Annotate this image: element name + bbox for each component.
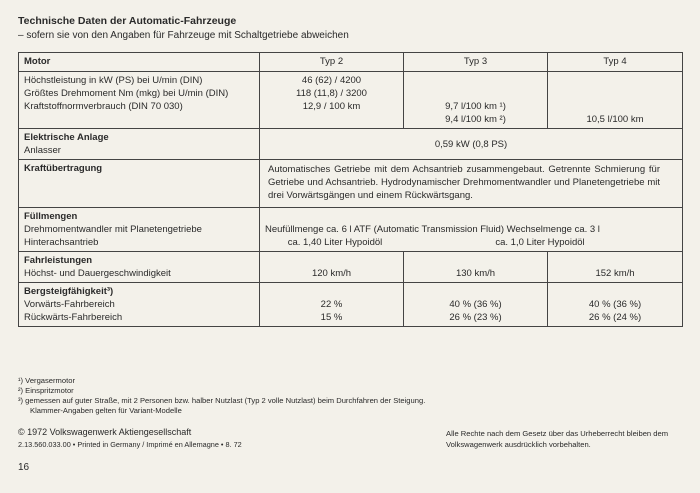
fuell-label-wandler: Drehmomentwandler mit Planetengetriebe <box>24 224 202 235</box>
section-fuellmengen: Füllmengen <box>24 211 78 222</box>
typ2-drehmoment: 118 (11,8) / 3200 <box>296 88 367 99</box>
section-bergsteigfaehigkeit: Bergsteigfähigkeit³) <box>24 286 114 297</box>
berg-typ4-cell <box>548 283 683 327</box>
motor-labels <box>19 72 260 129</box>
table-header-row <box>19 53 683 72</box>
footnote-3-cont: Klammer-Angaben gelten für Variant-Modelle <box>30 406 182 415</box>
fuell-hinterachse-typ2: ca. 1,40 Liter Hypoidöl <box>287 237 383 248</box>
page-subtitle: – sofern sie von den Angaben für Fahrzeuge mit Schaltgetriebe abweichen <box>18 30 349 41</box>
fuell-labels <box>19 208 260 252</box>
typ3-verbrauch-einspritz: 9,4 l/100 km ²) <box>445 114 506 125</box>
fahr-typ4-cell <box>548 252 683 283</box>
fahr-typ2-cell <box>260 252 404 283</box>
page-number: 16 <box>18 462 30 473</box>
fahr-label: Höchst- und Dauergeschwindigkeit <box>24 268 171 279</box>
header-typ4: Typ 4 <box>548 53 683 72</box>
typ2-verbrauch: 12,9 / 100 km <box>302 101 361 112</box>
page-title: Technische Daten der Automatic-Fahrzeuge <box>18 15 237 27</box>
footnote-3: ³) gemessen auf guter Straße, mit 2 Personen bzw. halber Nutzlast (Typ 2 volle Nutzlast) beim Durchfahren der Steigung. <box>18 396 426 405</box>
fahr-typ3: 130 km/h <box>455 268 496 279</box>
fahr-typ4: 152 km/h <box>595 268 635 279</box>
kraft-labels <box>19 160 260 208</box>
typ4-verbrauch: 10,5 l/100 km <box>586 114 644 125</box>
footnote-1: ¹) Vergasermotor <box>18 376 75 385</box>
anlasser-value: 0,59 kW (0,8 PS) <box>260 129 683 160</box>
fuell-row <box>19 208 683 252</box>
header-typ3: Typ 3 <box>404 53 548 72</box>
motor-label-verbrauch: Kraftstoffnormverbrauch (DIN 70 030) <box>24 101 183 112</box>
motor-typ2 <box>260 72 404 129</box>
fahr-labels <box>19 252 260 283</box>
section-fahrleistungen: Fahrleistungen <box>24 255 93 266</box>
berg-label-vorwaerts: Vorwärts-Fahrbereich <box>24 299 115 310</box>
berg-typ4-vor: 40 % (36 %) <box>588 299 642 310</box>
fahr-row <box>19 252 683 283</box>
motor-label-drehmoment: Größtes Drehmoment Nm (mkg) bei U/min (DIN) <box>24 88 229 99</box>
anlasser-label: Anlasser <box>24 145 61 156</box>
typ3-verbrauch-vergaser: 9,7 l/100 km ¹) <box>445 101 506 112</box>
berg-label-rueckwaerts: Rückwärts-Fahrbereich <box>24 312 123 323</box>
spec-table <box>18 52 683 327</box>
fuell-label-hinterachse: Hinterachsantrieb <box>24 237 99 248</box>
fuell-hinterachse-typ34: ca. 1,0 Liter Hypoidöl <box>495 237 585 248</box>
motor-typ4 <box>548 72 683 129</box>
footnotes <box>18 376 425 416</box>
motor-label-leistung: Höchstleistung in kW (PS) bei U/min (DIN) <box>24 75 203 86</box>
footnote-2: ²) Einspritzmotor <box>18 386 74 395</box>
berg-typ3-vor: 40 % (36 %) <box>449 299 502 310</box>
berg-typ4-rueck: 26 % (24 %) <box>588 312 642 323</box>
kraft-value: Automatisches Getriebe mit dem Achsantrieb zusammengebaut. Getrennte Schmierung für Getriebe und Achsantrieb. Hydrodynamischer Drehmomentwandler und Planetengetriebe mit drei Vorwärtsgängen und einem Rückwärtsgang. <box>260 160 683 208</box>
berg-typ3-rueck: 26 % (23 %) <box>449 312 502 323</box>
berg-typ2-rueck: 15 % <box>320 312 343 323</box>
header-typ2: Typ 2 <box>260 53 404 72</box>
section-elektrische-anlage: Elektrische Anlage <box>24 132 109 143</box>
fuell-values <box>260 208 683 252</box>
berg-typ2-cell <box>260 283 404 327</box>
header-motor: Motor <box>19 53 260 72</box>
motor-typ3 <box>404 72 548 129</box>
elektrik-row <box>19 129 683 160</box>
rights-notice: Alle Rechte nach dem Gesetz über das Urheberrecht bleiben dem Volkswagenwerk ausdrücklich vorbehalten. <box>446 429 669 449</box>
section-kraftuebertragung: Kraftübertragung <box>24 163 103 174</box>
fahr-typ2: 120 km/h <box>311 268 352 279</box>
berg-typ2-vor: 22 % <box>320 299 343 310</box>
fuell-value-wandler: Neufüllmenge ca. 6 l ATF (Automatic Transmission Fluid) Wechselmenge ca. 3 l <box>265 224 600 235</box>
berg-labels <box>19 283 260 327</box>
motor-row <box>19 72 683 129</box>
berg-row <box>19 283 683 327</box>
fuell-value-hinterachse <box>265 236 677 249</box>
print-info: 2.13.560.033.00 • Printed in Germany / Imprimé en Allemagne • 8. 72 <box>18 440 242 449</box>
berg-typ3-cell <box>404 283 548 327</box>
fahr-typ3-cell <box>404 252 548 283</box>
kraft-row <box>19 160 683 208</box>
typ2-leistung: 46 (62) / 4200 <box>301 75 362 86</box>
elektrik-labels <box>19 129 260 160</box>
copyright: © 1972 Volkswagenwerk Aktiengesellschaft <box>18 427 192 437</box>
